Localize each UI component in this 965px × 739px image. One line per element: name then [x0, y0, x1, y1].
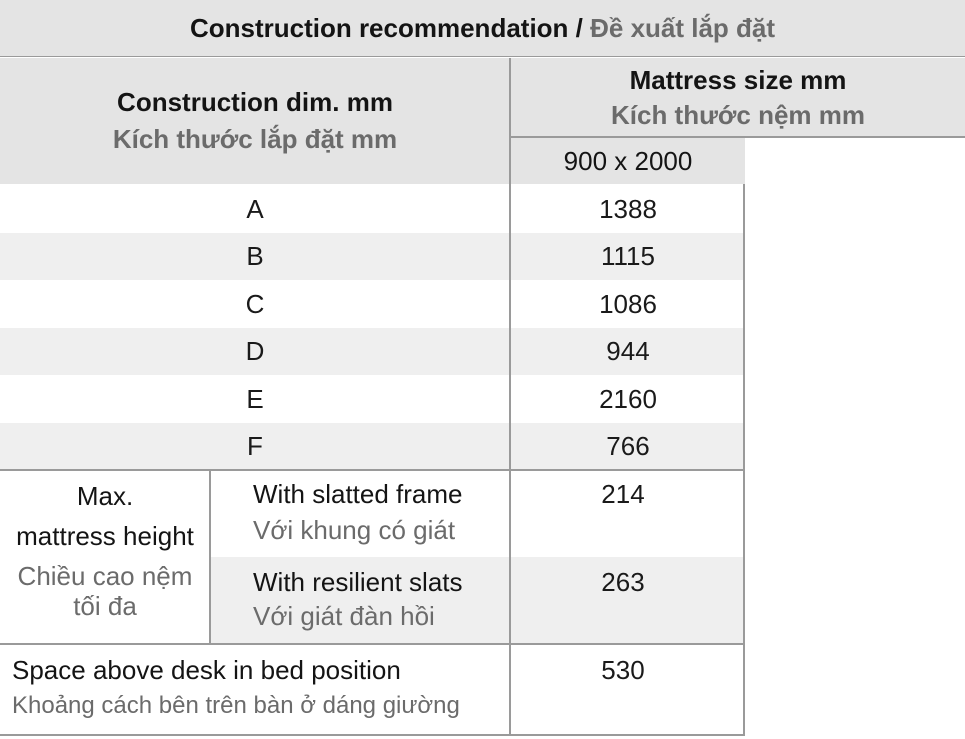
- max-label-vi-1: Chiều cao nệm: [17, 561, 193, 591]
- max-label-vi-2: tối đa: [73, 591, 137, 621]
- row-value: 1388: [599, 193, 657, 224]
- slatted-value: 214: [601, 479, 645, 509]
- row-value: 1115: [601, 241, 655, 271]
- resilient-value: 263: [601, 567, 645, 597]
- row-label: E: [246, 383, 264, 414]
- row-label: D: [245, 336, 265, 366]
- row-f: [0, 423, 745, 470]
- title-vi: Đề xuất lắp đặt: [590, 12, 776, 43]
- row-label: F: [247, 431, 263, 461]
- resilient-en: With resilient slats: [253, 567, 463, 597]
- divider-vertical-main: [509, 58, 511, 736]
- divider-vertical-right: [743, 184, 745, 736]
- space-above-vi: Khoảng cách bên trên bàn ở dáng giường: [12, 692, 460, 719]
- title-separator: /: [568, 12, 591, 43]
- row-d: [0, 328, 745, 375]
- divider-bottom: [0, 734, 745, 736]
- row-value: 1086: [599, 288, 657, 319]
- space-above-en: Space above desk in bed position: [12, 655, 401, 685]
- resilient-slats-cell: [211, 557, 510, 644]
- divider-vertical-max: [209, 470, 211, 644]
- slatted-frame-cell: [211, 471, 510, 557]
- row-a: [0, 185, 745, 233]
- space-above-value: 530: [601, 655, 645, 685]
- table-title: [0, 0, 965, 57]
- row-c: [0, 280, 745, 328]
- max-label-en-2: mattress height: [16, 521, 194, 551]
- size-value-text: 900 x 2000: [563, 145, 693, 176]
- max-label-en-1: Max.: [76, 481, 134, 511]
- row-label: A: [246, 193, 264, 224]
- row-value: 2160: [599, 383, 657, 414]
- row-b: [0, 233, 745, 280]
- divider-space-top: [0, 643, 745, 645]
- header-size-value: [511, 138, 745, 184]
- row-e: [0, 375, 745, 423]
- header-construction-dim-vi: Kích thước lắp đặt mm: [112, 124, 398, 154]
- max-mattress-height-label: [0, 471, 210, 644]
- row-label: C: [245, 288, 265, 319]
- header-mattress-size-vi: Kích thước nệm mm: [610, 99, 866, 130]
- space-above-desk-cell: [0, 645, 510, 735]
- header-construction-dim-en: Construction dim. mm: [117, 87, 393, 117]
- slatted-en: With slatted frame: [253, 479, 463, 509]
- row-value: 766: [606, 431, 650, 461]
- header-mattress-size-en: Mattress size mm: [629, 64, 847, 95]
- resilient-vi: Với giát đàn hồi: [253, 601, 435, 631]
- divider-header-mattress: [510, 136, 965, 138]
- row-label: B: [246, 241, 264, 271]
- divider-max-top: [0, 469, 745, 471]
- header-mattress-size: [511, 58, 965, 137]
- slatted-vi: Với khung có giát: [253, 515, 456, 545]
- header-construction-dim: [0, 58, 510, 184]
- title-en: Construction recommendation: [189, 12, 569, 43]
- row-value: 944: [606, 336, 650, 366]
